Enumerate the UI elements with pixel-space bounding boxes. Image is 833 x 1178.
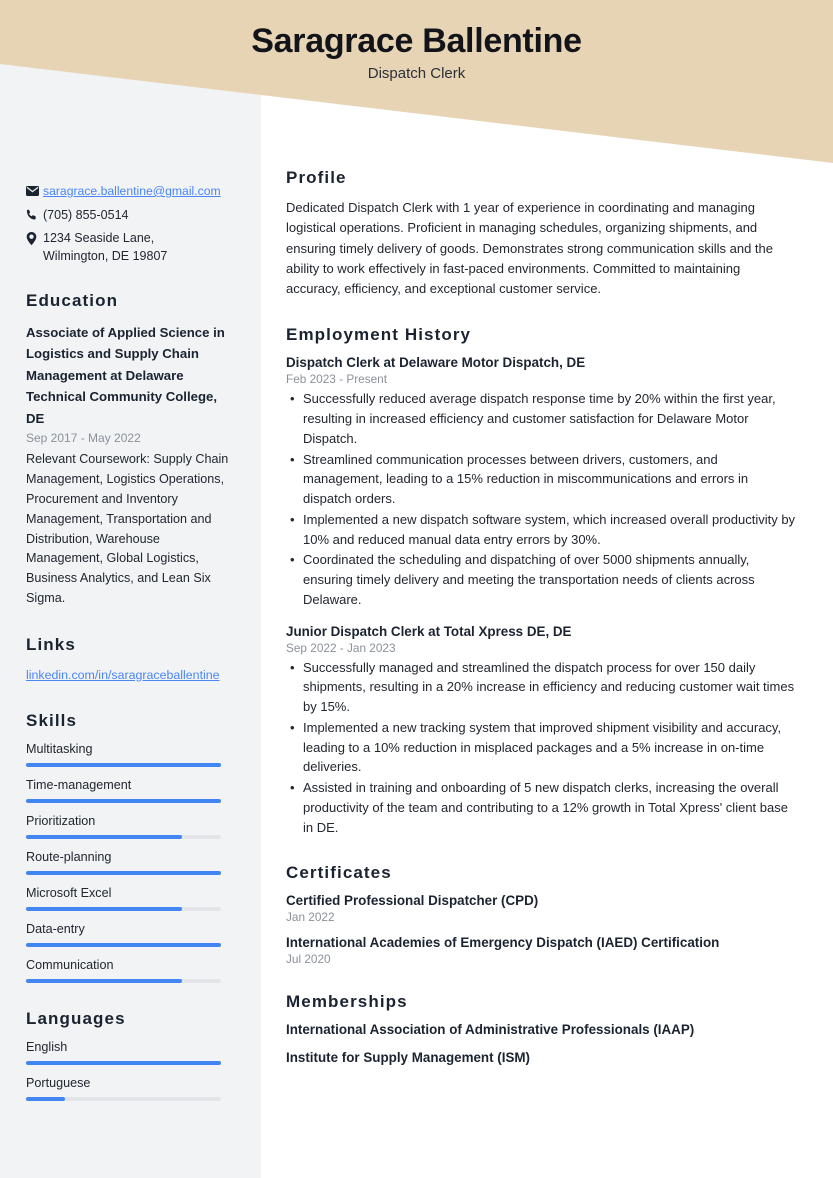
- skill-label: Data-entry: [26, 921, 85, 936]
- job-bullet: • Implemented a new tracking system that improved shipment visibility and accuracy, leading to a 10% reduction in misplaced packages and a 5% increase in on-time deliveries.: [286, 718, 797, 777]
- job-date: Sep 2022 - Jan 2023: [286, 640, 396, 655]
- certificate-title: International Academies of Emergency Dispatch (IAED) Certification: [286, 935, 720, 951]
- certificates-heading: Certificates: [286, 863, 392, 883]
- profile-text: Dedicated Dispatch Clerk with 1 year of experience in coordinating and managing logistical operations. Proficient in managing schedules, organizing shipments, and ensuring timely delivery of goods. Demonstrates strong communication skills and the ability to work effectively in fast-paced environments. Committed to maintaining accuracy, efficiency, and exceptional customer service.: [286, 200, 774, 297]
- job-bullet: • Coordinated the scheduling and dispatching of over 5000 shipments annually, ensuring timely delivery and meeting the transportation needs of clients across Delaware.: [286, 550, 797, 609]
- links-section: [26, 635, 235, 685]
- contact-email-link[interactable]: saragrace.ballentine@gmail.com: [43, 184, 221, 198]
- membership-item: Institute for Supply Management (ISM): [286, 1050, 531, 1066]
- certificate-date: Jul 2020: [286, 952, 331, 967]
- languages-list: [26, 1040, 235, 1101]
- skill-level-fill: [26, 907, 182, 911]
- job-title: Dispatch Clerk at Delaware Motor Dispatch, DE: [286, 355, 586, 371]
- skill-item: [26, 850, 235, 875]
- contact-phone-row: [26, 206, 235, 224]
- job-title: Junior Dispatch Clerk at Total Xpress DE, DE: [286, 623, 572, 639]
- skill-item: [26, 742, 235, 767]
- education-description: Relevant Coursework: Supply Chain Management, Logistics Operations, Procurement and Inventory Management, Transportation and Distribution, Warehouse Management, Global Logistics, Business Analytics, and Lean Six Sigma.: [26, 451, 229, 606]
- language-level-track: [26, 1061, 221, 1065]
- contact-address-value: [43, 229, 167, 265]
- skill-level-fill: [26, 871, 221, 875]
- skills-heading: Skills: [26, 710, 78, 730]
- main-column: [261, 0, 833, 1091]
- header-text-block: [0, 0, 833, 82]
- job-date: Feb 2023 - Present: [286, 372, 387, 387]
- employment-section: [286, 325, 797, 837]
- job-bullet: • Successfully managed and streamlined the dispatch process for over 150 daily shipments, resulting in a 20% increase in efficiency and reducing customer wait times by 15%.: [286, 658, 797, 717]
- skill-level-track: [26, 835, 221, 839]
- job-entry: [286, 355, 797, 609]
- language-level-fill: [26, 1061, 221, 1065]
- education-entry: [26, 322, 235, 609]
- skill-item: [26, 886, 235, 911]
- jobs-list: [286, 355, 797, 837]
- job-bullet: • Implemented a new dispatch software system, which increased overall productivity by 10% and reduced manual data entry errors by 30%.: [286, 510, 797, 550]
- profile-section: [286, 168, 797, 299]
- job-bullet: • Assisted in training and onboarding of 5 new dispatch clerks, increasing the overall productivity of the team and contributing to a 12% growth in Total Xpress' client base in DE.: [286, 778, 797, 837]
- skill-level-fill: [26, 943, 221, 947]
- location-pin-icon: [26, 229, 43, 245]
- candidate-name: Saragrace Ballentine: [251, 22, 582, 60]
- skill-item: [26, 958, 235, 983]
- skills-section: [26, 711, 235, 983]
- education-date: Sep 2017 - May 2022: [26, 430, 141, 445]
- contact-phone-value: (705) 855-0514: [43, 207, 129, 222]
- skill-label: Communication: [26, 957, 114, 972]
- candidate-role: Dispatch Clerk: [367, 65, 466, 82]
- job-bullet: • Successfully reduced average dispatch response time by 20% within the first year, resulting in increased efficiency and customer satisfaction for Delaware Motor Dispatch.: [286, 389, 797, 448]
- contact-address-row: [26, 229, 235, 265]
- links-heading: Links: [26, 635, 76, 655]
- language-label: English: [26, 1039, 68, 1054]
- sidebar: [0, 0, 261, 1178]
- skills-list: [26, 742, 235, 983]
- address-line-1: 1234 Seaside Lane,: [43, 230, 155, 245]
- skill-label: Route-planning: [26, 849, 112, 864]
- skill-level-track: [26, 763, 221, 767]
- education-title: Associate of Applied Science in Logistics and Supply Chain Management at Delaware Technical Community College, DE: [26, 325, 225, 426]
- job-bullet: • Streamlined communication processes between drivers, customers, and management, leading to a 15% reduction in miscommunications and errors in dispatch orders.: [286, 450, 797, 509]
- education-section: [26, 291, 235, 609]
- language-label: Portuguese: [26, 1075, 91, 1090]
- job-entry: [286, 624, 797, 838]
- profile-heading: Profile: [286, 168, 347, 187]
- skill-level-fill: [26, 979, 182, 983]
- address-line-2: Wilmington, DE 19807: [43, 248, 168, 263]
- membership-item: International Association of Administrative Professionals (IAAP): [286, 1022, 695, 1038]
- skill-label: Time-management: [26, 777, 132, 792]
- job-bullet-list: [286, 658, 797, 838]
- job-bullet-list: [286, 389, 797, 609]
- skill-label: Microsoft Excel: [26, 885, 112, 900]
- memberships-heading: Memberships: [286, 992, 408, 1012]
- skill-level-fill: [26, 799, 221, 803]
- education-heading: Education: [26, 291, 119, 311]
- skill-item: [26, 922, 235, 947]
- certificate-entry: [286, 893, 797, 924]
- certificates-list: [286, 893, 797, 966]
- skill-level-track: [26, 799, 221, 803]
- languages-section: [26, 1009, 235, 1101]
- memberships-list: [286, 1022, 797, 1065]
- languages-heading: Languages: [26, 1008, 126, 1028]
- envelope-icon: [26, 183, 43, 196]
- memberships-section: [286, 992, 797, 1065]
- language-item: [26, 1040, 235, 1065]
- certificate-title: Certified Professional Dispatcher (CPD): [286, 893, 539, 909]
- skill-item: [26, 778, 235, 803]
- link-item-linkedin[interactable]: linkedin.com/in/saragraceballentine: [26, 668, 220, 683]
- contact-email-row[interactable]: [26, 183, 235, 201]
- language-level-fill: [26, 1097, 65, 1101]
- skill-level-track: [26, 979, 221, 983]
- certificates-section: [286, 863, 797, 966]
- skill-label: Prioritization: [26, 813, 96, 828]
- phone-icon: [26, 206, 43, 221]
- certificate-entry: [286, 935, 797, 966]
- skill-level-track: [26, 943, 221, 947]
- skill-level-track: [26, 907, 221, 911]
- skill-label: Multitasking: [26, 741, 93, 756]
- language-item: [26, 1076, 235, 1101]
- skill-item: [26, 814, 235, 839]
- links-list: [26, 666, 235, 685]
- certificate-date: Jan 2022: [286, 910, 335, 925]
- language-level-track: [26, 1097, 221, 1101]
- employment-heading: Employment History: [286, 325, 472, 345]
- skill-level-track: [26, 871, 221, 875]
- skill-level-fill: [26, 835, 182, 839]
- skill-level-fill: [26, 763, 221, 767]
